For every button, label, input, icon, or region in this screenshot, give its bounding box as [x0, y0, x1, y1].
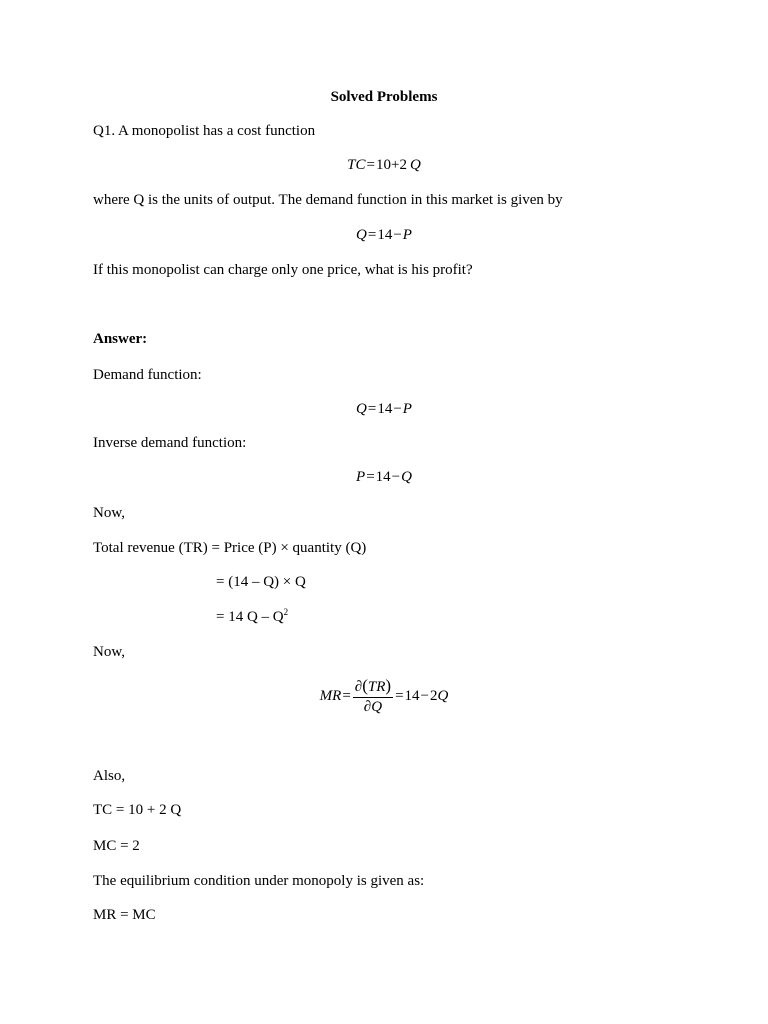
page-title: Solved Problems	[330, 89, 438, 105]
mr-var: Q	[437, 687, 449, 704]
demand-function-label: Demand function:	[93, 367, 202, 383]
mr-const: 14	[404, 687, 420, 704]
also-text: Also,	[93, 768, 126, 784]
eq-lhs: P	[356, 469, 366, 485]
question-text-2: where Q is the units of output. The demand function in this market is given by	[93, 192, 563, 208]
total-revenue-line-2: = (14 – Q) × Q	[216, 574, 306, 590]
mr-fraction-denominator	[362, 698, 384, 716]
mr-equals-mc: MR = MC	[93, 907, 156, 923]
num-var: TR	[367, 678, 386, 695]
marginal-cost-line: MC = 2	[93, 838, 140, 854]
tr-line3-exponent: 2	[283, 607, 289, 617]
num-partial: ∂	[354, 678, 363, 695]
total-revenue-line-1: Total revenue (TR) = Price (P) × quantity (Q)	[93, 540, 367, 556]
den-var: Q	[371, 698, 383, 715]
mr-minus: −	[420, 687, 429, 704]
eq-plus: +	[391, 157, 400, 173]
total-cost-line: TC = 10 + 2 Q	[93, 802, 182, 818]
eq-const: 14	[377, 227, 393, 243]
eq-var: Q	[409, 157, 421, 173]
den-partial: ∂	[363, 698, 372, 715]
inverse-demand-label: Inverse demand function:	[93, 435, 247, 451]
question-text-3: If this monopolist can charge only one price, what is his profit?	[93, 262, 473, 278]
inverse-demand-equation: P=14−Q	[356, 469, 412, 485]
num-paren-open: (	[362, 675, 368, 695]
eq-coef: 2	[399, 157, 407, 173]
eq-var: Q	[401, 469, 412, 485]
eq-lhs: TC	[347, 157, 366, 173]
equilibrium-condition-text: The equilibrium condition under monopoly is given as:	[93, 873, 425, 889]
eq-var: P	[402, 401, 412, 417]
answer-heading: Answer:	[93, 331, 148, 347]
mr-lhs: MR	[319, 687, 342, 704]
eq-minus: −	[393, 401, 402, 417]
cost-function-equation: TC=10+2 Q	[347, 157, 421, 173]
now-text-2: Now,	[93, 644, 125, 660]
tr-line3-base: = 14 Q – Q	[216, 609, 284, 625]
eq-minus: −	[391, 469, 401, 485]
num-paren-close: )	[385, 675, 392, 695]
question-text: Q1. A monopolist has a cost function	[93, 123, 316, 139]
mr-fraction	[353, 677, 393, 716]
now-text-1: Now,	[93, 505, 125, 521]
eq-var: P	[402, 227, 412, 243]
demand-equation-question: Q=14−P	[356, 227, 412, 243]
eq-lhs: Q	[356, 401, 367, 417]
mr-coef: 2	[430, 687, 438, 704]
marginal-revenue-equation: MR = $\frac{\partial(TR)}{\partial Q}$ = 14 − 2 Q	[319, 675, 449, 715]
eq-const: 10	[376, 157, 391, 173]
eq-const: 14	[375, 469, 391, 485]
eq-const: 14	[377, 401, 393, 417]
eq-lhs: Q	[356, 227, 367, 243]
total-revenue-line-3	[216, 608, 288, 626]
demand-equation-answer: Q=14−P	[356, 401, 412, 417]
mr-fraction-numerator	[353, 677, 393, 698]
eq-minus: −	[393, 227, 402, 243]
